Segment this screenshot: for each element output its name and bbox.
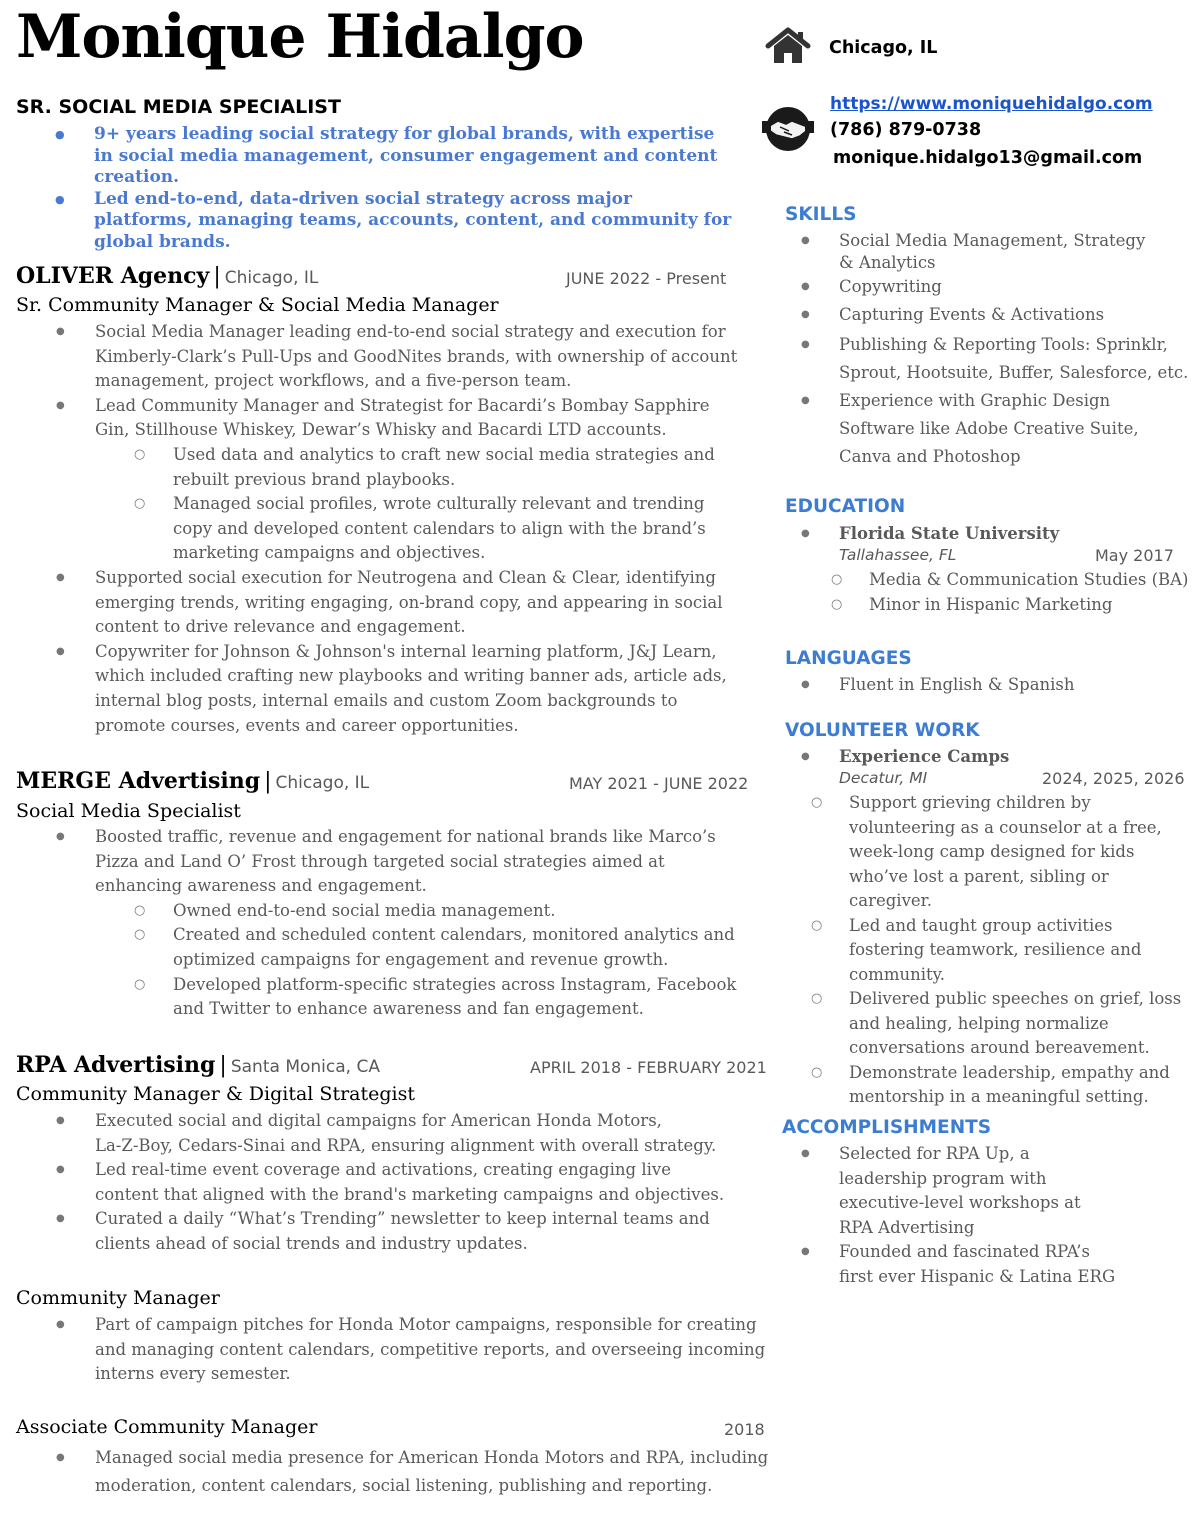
list-item bbox=[785, 230, 1195, 274]
list-item-line: La-Z-Boy, Cedars-Sinai and RPA, ensuring alignment with overall strategy. bbox=[95, 1135, 717, 1155]
list-item: ○ Used data and analytics to craft new social media strategies and rebuilt previous brand playbooks. bbox=[16, 443, 746, 492]
company-location: Chicago, IL bbox=[224, 268, 319, 288]
section-title-skills: SKILLS bbox=[785, 204, 857, 225]
merge-bullets bbox=[16, 825, 746, 1022]
skills-list bbox=[785, 230, 1195, 471]
list-item: ● Copywriter for Johnson & Johnson's internal learning platform, J&J Learn, which included crafting new playbooks and writing banner ads, article ads, internal blog posts, internal emails and custom Zoom backgrounds to promote courses, events and career opportunities. bbox=[16, 640, 746, 738]
job-title: Community Manager & Digital Strategist bbox=[16, 1083, 415, 1105]
job-dates: MAY 2021 - JUNE 2022 bbox=[569, 774, 749, 793]
rpa-role3-bullets bbox=[16, 1444, 776, 1500]
list-item bbox=[785, 746, 1195, 768]
list-item: ○ Managed social profiles, wrote culturally relevant and trending copy and developed content calendars to align with the brand’s marketing campaigns and objectives. bbox=[16, 492, 746, 566]
list-item: ○ Support grieving children by volunteering as a counselor at a free, week-long camp designed for kids who’ve lost a parent, sibling or caregiver. bbox=[785, 791, 1195, 914]
list-item: ● Selected for RPA Up, a leadership program with executive-level workshops at RPA Advertising bbox=[785, 1142, 1145, 1240]
languages-list bbox=[785, 673, 1195, 697]
job-title: Community Manager bbox=[16, 1287, 220, 1309]
list-item bbox=[16, 1109, 776, 1158]
accomplishments-list bbox=[785, 1142, 1145, 1289]
list-item: ● Part of campaign pitches for Honda Motor campaigns, responsible for creating and managing content calendars, competitive reports, and overseeing incoming interns every semester. bbox=[16, 1313, 776, 1387]
education-list bbox=[785, 523, 1195, 545]
list-item: ● Curated a daily “What’s Trending” newsletter to keep internal teams and clients ahead of social trends and industry updates. bbox=[16, 1207, 776, 1256]
contact-email[interactable]: monique.hidalgo13@gmail.com bbox=[833, 148, 1143, 168]
list-item: ● Lead Community Manager and Strategist for Bacardi’s Bombay Sapphire Gin, Stillhouse Whiskey, Dewar’s Whisky and Bacardi LTD accounts. bbox=[16, 394, 746, 443]
list-item-line: Executed social and digital campaigns for American Honda Motors, bbox=[95, 1111, 662, 1130]
list-item: ○ Led and taught group activities fostering teamwork, resilience and community. bbox=[785, 914, 1195, 988]
list-item: ○ Developed platform-specific strategies across Instagram, Facebook and Twitter to enhance awareness and fan engagement. bbox=[16, 973, 746, 1022]
degree-list bbox=[805, 568, 1195, 617]
summary-item: ● 9+ years leading social strategy for global brands, with expertise in social media management, consumer engagement and content creation. bbox=[16, 124, 736, 189]
job-title: Social Media Specialist bbox=[16, 800, 241, 822]
section-title-education: EDUCATION bbox=[785, 496, 906, 517]
company-name: OLIVER Agency bbox=[16, 263, 210, 289]
list-item: ● Boosted traffic, revenue and engagement for national brands like Marco’s Pizza and Land O’ Frost through targeted social strategies aimed at enhancing awareness and engagement. bbox=[16, 825, 746, 899]
list-item: ● Social Media Manager leading end-to-end social strategy and execution for Kimberly-Clark’s Pull-Ups and GoodNites brands, with ownership of account management, project workflows, and a five-person team. bbox=[16, 320, 746, 394]
separator: | bbox=[219, 1053, 227, 1078]
oliver-bullets bbox=[16, 320, 746, 738]
list-item bbox=[785, 523, 1195, 545]
list-item: ○ Created and scheduled content calendars, monitored analytics and optimized campaigns for engagement and revenue growth. bbox=[16, 923, 746, 972]
resume-headline: SR. SOCIAL MEDIA SPECIALIST bbox=[16, 96, 341, 118]
contact-phone: (786) 879-0738 bbox=[830, 120, 982, 140]
school-date: May 2017 bbox=[1095, 546, 1174, 565]
list-item: ● Experience with Graphic Design Software like Adobe Creative Suite, Canva and Photoshop bbox=[785, 387, 1195, 471]
list-item: ● Publishing & Reporting Tools: Sprinklr, Sprout, Hootsuite, Buffer, Salesforce, etc. bbox=[785, 331, 1195, 387]
company-merge bbox=[16, 768, 369, 794]
list-item: ● Fluent in English & Spanish bbox=[785, 673, 1195, 697]
list-item: ● Managed social media presence for American Honda Motors and RPA, including moderation, content calendars, social listening, publishing and reporting. bbox=[16, 1444, 776, 1500]
job-dates: APRIL 2018 - FEBRUARY 2021 bbox=[530, 1058, 767, 1077]
list-item: ○ Minor in Hispanic Marketing bbox=[805, 593, 1195, 618]
list-item: ● Capturing Events & Activations bbox=[785, 303, 1195, 327]
company-name: MERGE Advertising bbox=[16, 768, 261, 794]
separator: | bbox=[264, 769, 272, 794]
list-item-line: Social Media Management, Strategy bbox=[839, 231, 1146, 250]
section-title-languages: LANGUAGES bbox=[785, 648, 912, 669]
company-oliver bbox=[16, 263, 318, 289]
volunteer-org bbox=[785, 746, 1195, 768]
summary-item: ● Led end-to-end, data-driven social strategy across major platforms, managing teams, accounts, content, and community for global brands. bbox=[16, 189, 736, 254]
job-dates: 2018 bbox=[724, 1420, 765, 1439]
list-item: ● Led real-time event coverage and activations, creating engaging live content that aligned with the brand's marketing campaigns and objectives. bbox=[16, 1158, 776, 1207]
volunteer-list bbox=[785, 791, 1195, 1110]
separator: | bbox=[213, 264, 221, 289]
list-item: ● Founded and fascinated RPA’s first ever Hispanic & Latina ERG bbox=[785, 1240, 1145, 1289]
home-icon bbox=[764, 26, 812, 66]
resume-name: Monique Hidalgo bbox=[16, 2, 584, 72]
section-title-volunteer: VOLUNTEER WORK bbox=[785, 720, 980, 741]
company-location: Chicago, IL bbox=[275, 773, 370, 793]
job-title: Associate Community Manager bbox=[16, 1416, 318, 1438]
summary-list bbox=[16, 124, 736, 253]
school-name: Florida State University bbox=[839, 524, 1060, 543]
list-item-line: & Analytics bbox=[839, 253, 936, 272]
list-item: ○ Owned end-to-end social media management. bbox=[16, 899, 746, 924]
website-link[interactable]: https://www.moniquehidalgo.com bbox=[830, 94, 1153, 114]
list-item: ● Supported social execution for Neutrogena and Clean & Clear, identifying emerging trends, writing engaging, on-brand copy, and appearing in social content to drive relevance and engagement. bbox=[16, 566, 746, 640]
org-location: Decatur, MI bbox=[839, 769, 928, 787]
org-dates: 2024, 2025, 2026 bbox=[1042, 769, 1185, 788]
company-rpa bbox=[16, 1052, 380, 1078]
org-name: Experience Camps bbox=[839, 747, 1010, 766]
section-title-accomplishments: ACCOMPLISHMENTS bbox=[782, 1117, 992, 1138]
contact-location: Chicago, IL bbox=[829, 38, 938, 58]
rpa-role2-bullets bbox=[16, 1313, 776, 1387]
list-item: ● Copywriting bbox=[785, 275, 1195, 299]
school-location: Tallahassee, FL bbox=[839, 546, 957, 564]
handshake-icon bbox=[762, 104, 814, 154]
rpa-bullets bbox=[16, 1109, 776, 1257]
company-name: RPA Advertising bbox=[16, 1052, 216, 1078]
list-item: ○ Media & Communication Studies (BA) bbox=[805, 568, 1195, 593]
job-title: Sr. Community Manager & Social Media Manager bbox=[16, 294, 499, 316]
list-item: ○ Demonstrate leadership, empathy and mentorship in a meaningful setting. bbox=[785, 1061, 1195, 1110]
company-location: Santa Monica, CA bbox=[230, 1057, 380, 1077]
job-dates: JUNE 2022 - Present bbox=[566, 269, 727, 288]
list-item: ○ Delivered public speeches on grief, loss and healing, helping normalize conversations around bereavement. bbox=[785, 987, 1195, 1061]
